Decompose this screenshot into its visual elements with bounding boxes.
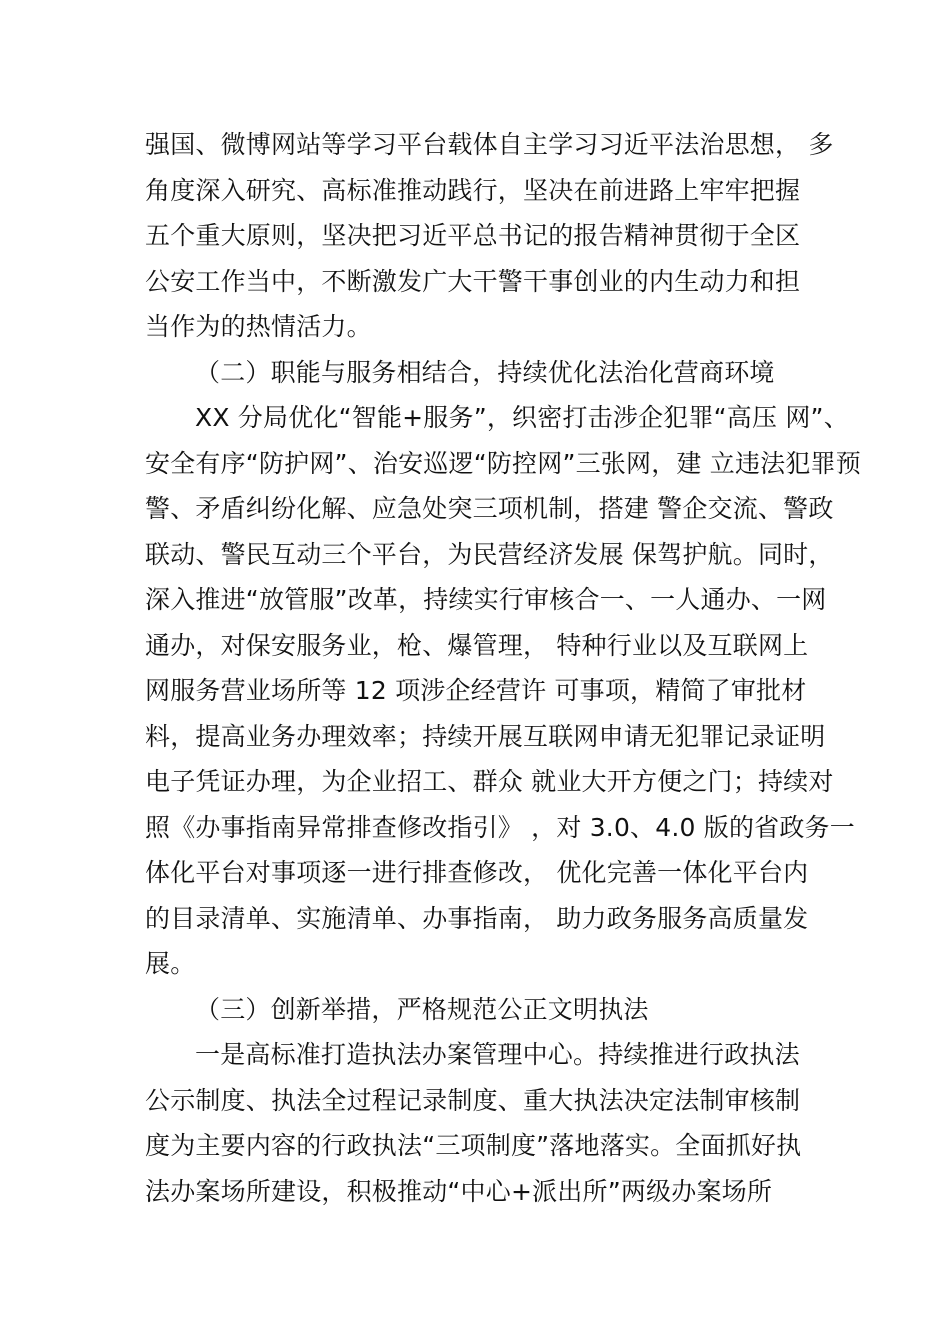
paragraph-2-line-7: 网服务营业场所等 12 项涉企经营许 可事项，精简了审批材 [145,676,807,705]
paragraph-2-line-5: 深入推进“放管服”改革，持续实行审核合一、一人通办、一网 [145,585,827,614]
paragraph-3-line-4: 法办案场所建设，积极推动“中心+派出所”两级办案场所 [145,1176,773,1206]
paragraph-3-line-1: 一是高标准打造执法办案管理中心。持续推进行政执法 [195,1040,800,1069]
paragraph-2-line-13: 展。 [145,949,196,978]
paragraph-3-line-2: 公示制度、执法全过程记录制度、重大执法决定法制审核制 [145,1085,801,1115]
paragraph-3-line-3: 度为主要内容的行政执法“三项制度”落地落实。全面抓好执 [145,1131,802,1160]
text-line-4: 公安工作当中，不断激发广大干警干事创业的内生动力和担 [145,266,801,296]
paragraph-2-line-8: 料，提高业务办理效率；持续开展互联网申请无犯罪记录证明 [145,721,826,751]
document-body [145,122,861,1214]
paragraph-2-line-9: 电子凭证办理，为企业招工、群众 就业大开方便之门；持续对 [145,767,834,796]
paragraph-2-line-1: XX 分局优化“智能+服务”，织密打击涉企犯罪“高压 网”、 [195,403,849,432]
text-line-5: 当作为的热情活力。 [145,312,372,341]
paragraph-2-line-6: 通办，对保安服务业，枪、爆管理， 特种行业以及互联网上 [145,630,809,660]
paragraph-2-line-3: 警、矛盾纠纷化解、应急处突三项机制，搭建 警企交流、警政 [145,494,834,523]
paragraph-2-line-2: 安全有序“防护网”、治安巡逻“防控网”三张网，建 立违法犯罪预 [145,448,861,478]
paragraph-2-line-11: 体化平台对事项逐一进行排查修改， 优化完善一体化平台内 [145,858,809,887]
text-line-3: 五个重大原则，坚决把习近平总书记的报告精神贯彻于全区 [145,221,801,250]
text-line-2: 角度深入研究、高标准推动践行，坚决在前进路上牢牢把握 [145,175,801,205]
section-heading-2: （二）职能与服务相结合，持续优化法治化营商环境 [195,357,775,387]
section-heading-3: （三）创新举措，严格规范公正文明执法 [195,994,649,1024]
paragraph-2-line-12: 的目录清单、实施清单、办事指南， 助力政务服务高质量发 [145,903,809,933]
text-line-1: 强国、微博网站等学习平台载体自主学习习近平法治思想， 多 [145,130,834,159]
paragraph-2-line-4: 联动、警民互动三个平台，为民营经济发展 保驾护航。同时， [145,539,834,569]
paragraph-2-line-10: 照《办事指南异常排查修改指引》 ，对 3.0、4.0 版的省政务一 [145,812,855,842]
